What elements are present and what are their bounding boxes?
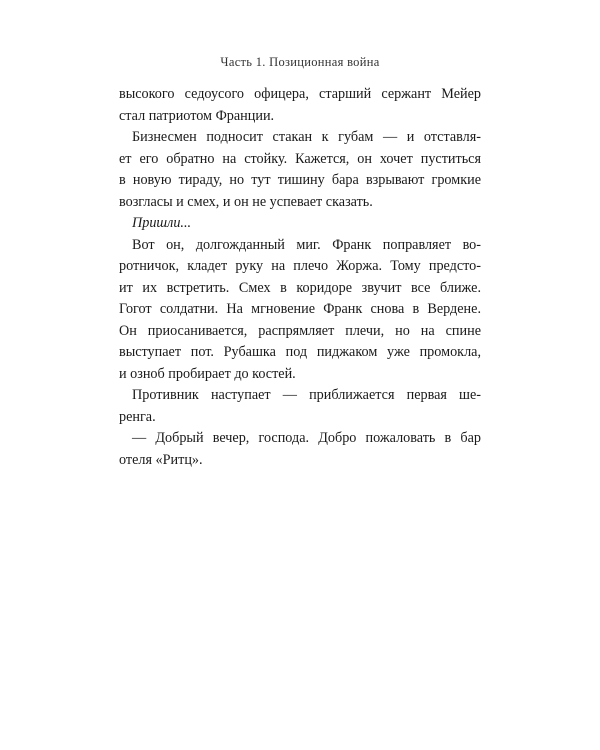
text-line: ет его обратно на стойку. Кажется, он хочет пуститься <box>119 150 481 167</box>
text-line: ренга. <box>119 408 156 425</box>
text-line: Гогот солдатни. На мгновение Франк снова в Вердене. <box>119 301 481 317</box>
body-text <box>119 84 481 471</box>
text-line: ит их встретить. Смех в коридоре звучит все ближе. <box>119 279 481 296</box>
text-line: стал патриотом Франции. <box>119 107 275 124</box>
text-line: Противник наступает — приближается первая ше- <box>132 387 481 403</box>
text-line: выступает пот. Рубашка под пиджаком уже промокла, <box>119 344 481 360</box>
running-header: Часть 1. Позиционная война <box>220 55 380 69</box>
text-line: высокого седоусого офицера, старший сержант Мейер <box>119 86 481 102</box>
text-line: Вот он, долгожданный миг. Франк поправляет во- <box>132 236 481 253</box>
text-line: Он приосанивается, распрямляет плечи, но на спине <box>119 322 481 339</box>
text-line: и озноб пробирает до костей. <box>119 365 296 382</box>
text-line: отеля «Ритц». <box>119 451 203 468</box>
text-line: Пришли... <box>132 215 192 231</box>
text-line: возгласы и смех, и он не успевает сказать. <box>119 193 373 210</box>
text-line: в новую тираду, но тут тишину бара взрывают громкие <box>119 172 481 188</box>
text-line: ротничок, кладет руку на плечо Жоржа. Тому предсто- <box>119 258 481 274</box>
text-line: Бизнесмен подносит стакан к губам — и отставля- <box>132 129 481 145</box>
text-line: — Добрый вечер, господа. Добро пожаловать в бар <box>132 430 481 446</box>
